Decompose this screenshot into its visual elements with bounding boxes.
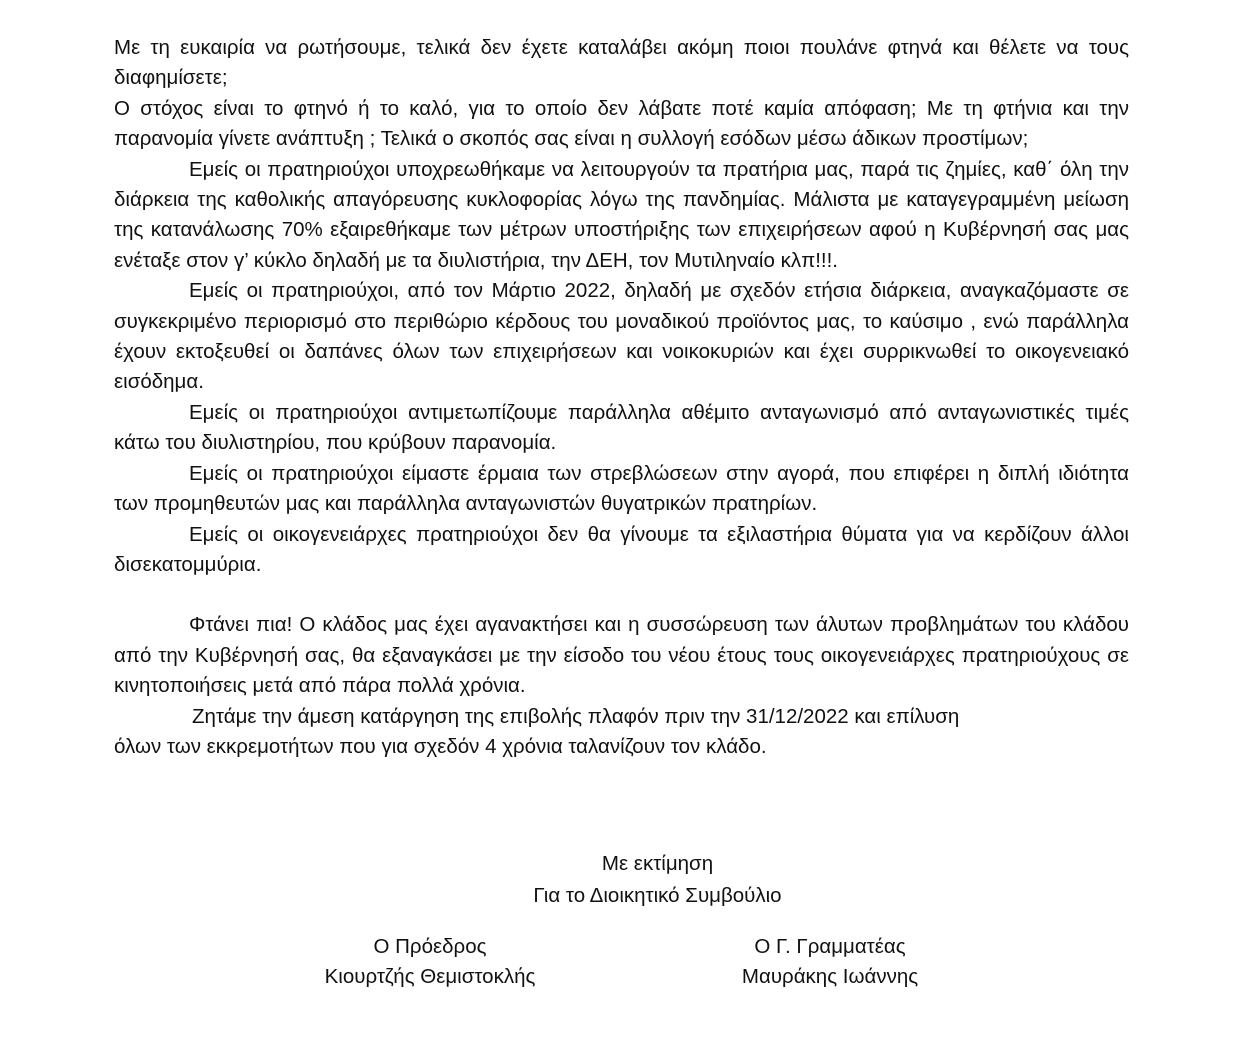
secretary-title: Ο Γ. Γραμματέας <box>754 935 906 958</box>
demand-line: Ζητάμε την άμεση κατάργηση της επιβολής πλαφόν πριν την 31/12/2022 και επίλυση <box>192 704 960 728</box>
intro-question: Με τη ευκαιρία να ρωτήσουμε, τελικά δεν έχετε καταλάβει ακόμη ποιοι πουλάνε φτηνά και θέλετε να τους διαφημίσετε; <box>114 36 1129 90</box>
closing-regards: Με εκτίμηση <box>601 852 714 875</box>
signature-secretary <box>700 932 960 992</box>
paragraph-unfair-competition: Εμείς οι πρατηριούχοι αντιμετωπίζουμε παράλληλα αθέμιτο ανταγωνισμό από ανταγωνιστικές τιμές κάτω του διυλιστηρίου, που κρύβουν παρανομία. <box>114 400 1129 455</box>
paragraph-profit-cap: Εμείς οι πρατηριούχοι, από τον Μάρτιο 2022, δηλαδή με σχεδόν ετήσια διάρκεια, αναγκαζόμαστε σε συγκεκριμένο περιορισμό στο περιθώριο κέρδους του μοναδικού προϊόντος μας, το καύσιμο , ενώ παράλληλα έχουν εκτοξευθεί οι δαπάνες όλων των επιχειρήσεων και νοικοκυριών και έχει συρρικνωθεί το οικογενειακό εισόδημα. <box>114 279 1129 394</box>
president-title: Ο Πρόεδρος <box>373 935 487 958</box>
closing-block <box>0 848 1241 912</box>
secretary-name: Μαυράκης Ιωάννης <box>741 965 919 988</box>
letter-body <box>114 33 1129 762</box>
paragraph-scapegoats: Εμείς οι οικογενειάρχες πρατηριούχοι δεν θα γίνουμε τα εξιλαστήρια θύματα για να κερδίζουν άλλοι δισεκατομμύρια. <box>114 522 1129 576</box>
paragraph-enough: Φτάνει πια! Ο κλάδος μας έχει αγανακτήσει και η συσσώρευση των άλυτων προβλημάτων του κλάδου από την Κυβέρνησή σας, θα εξαναγκάσει με την είσοδο του νέου έτους τους οικογενειάρχες πρατηριούχους σε κινητοποιήσεις μετά από πάρα πολλά χρόνια. <box>114 613 1129 698</box>
demand-line-continued: όλων των εκκρεμοτήτων που για σχεδόν 4 χρόνια ταλανίζουν τον κλάδο. <box>114 734 767 758</box>
paragraph-pandemic: Εμείς οι πρατηριούχοι υποχρεωθήκαμε να λειτουργούν τα πρατήρια μας, παρά τις ζημίες, καθ΄ όλη την διάρκεια της καθολικής απαγόρευσης κυκλοφορίας λόγω της πανδημίας. Μάλιστα με καταγεγραμμένη μείωση της κατανάλωσης 70% εξαιρεθήκαμε των μέτρων υποστήριξης των επιχειρήσεων αφού η Κυβέρνησή σας μας ενέταξε στον γ’ κύκλο δηλαδή με τα διυλιστήρια, την ΔΕΗ, τον Μυτιληναίο κλπ!!!. <box>114 157 1129 272</box>
signature-president <box>300 932 560 992</box>
paragraph-gap <box>114 580 1129 610</box>
intro-questions-2: Ο στόχος είναι το φτηνό ή το καλό, για το οποίο δεν λάβατε ποτέ καμία απόφαση; Με τη φτήνια και την παρανομία γίνετε ανάπτυξη ; Τελικά ο σκοπός σας είναι η συλλογή εσόδων μέσω άδικων προστίμων; <box>114 96 1129 151</box>
paragraph-market-distortions: Εμείς οι πρατηριούχοι είμαστε έρμαια των στρεβλώσεων στην αγορά, που επιφέρει η διπλή ιδιότητα των προμηθευτών μας και παράλληλα ανταγωνιστών θυγατρικών πρατηρίων. <box>114 461 1129 516</box>
closing-board: Για το Διοικητικό Συμβούλιο <box>533 884 782 907</box>
president-name: Κιουρτζής Θεμιστοκλής <box>324 965 536 988</box>
